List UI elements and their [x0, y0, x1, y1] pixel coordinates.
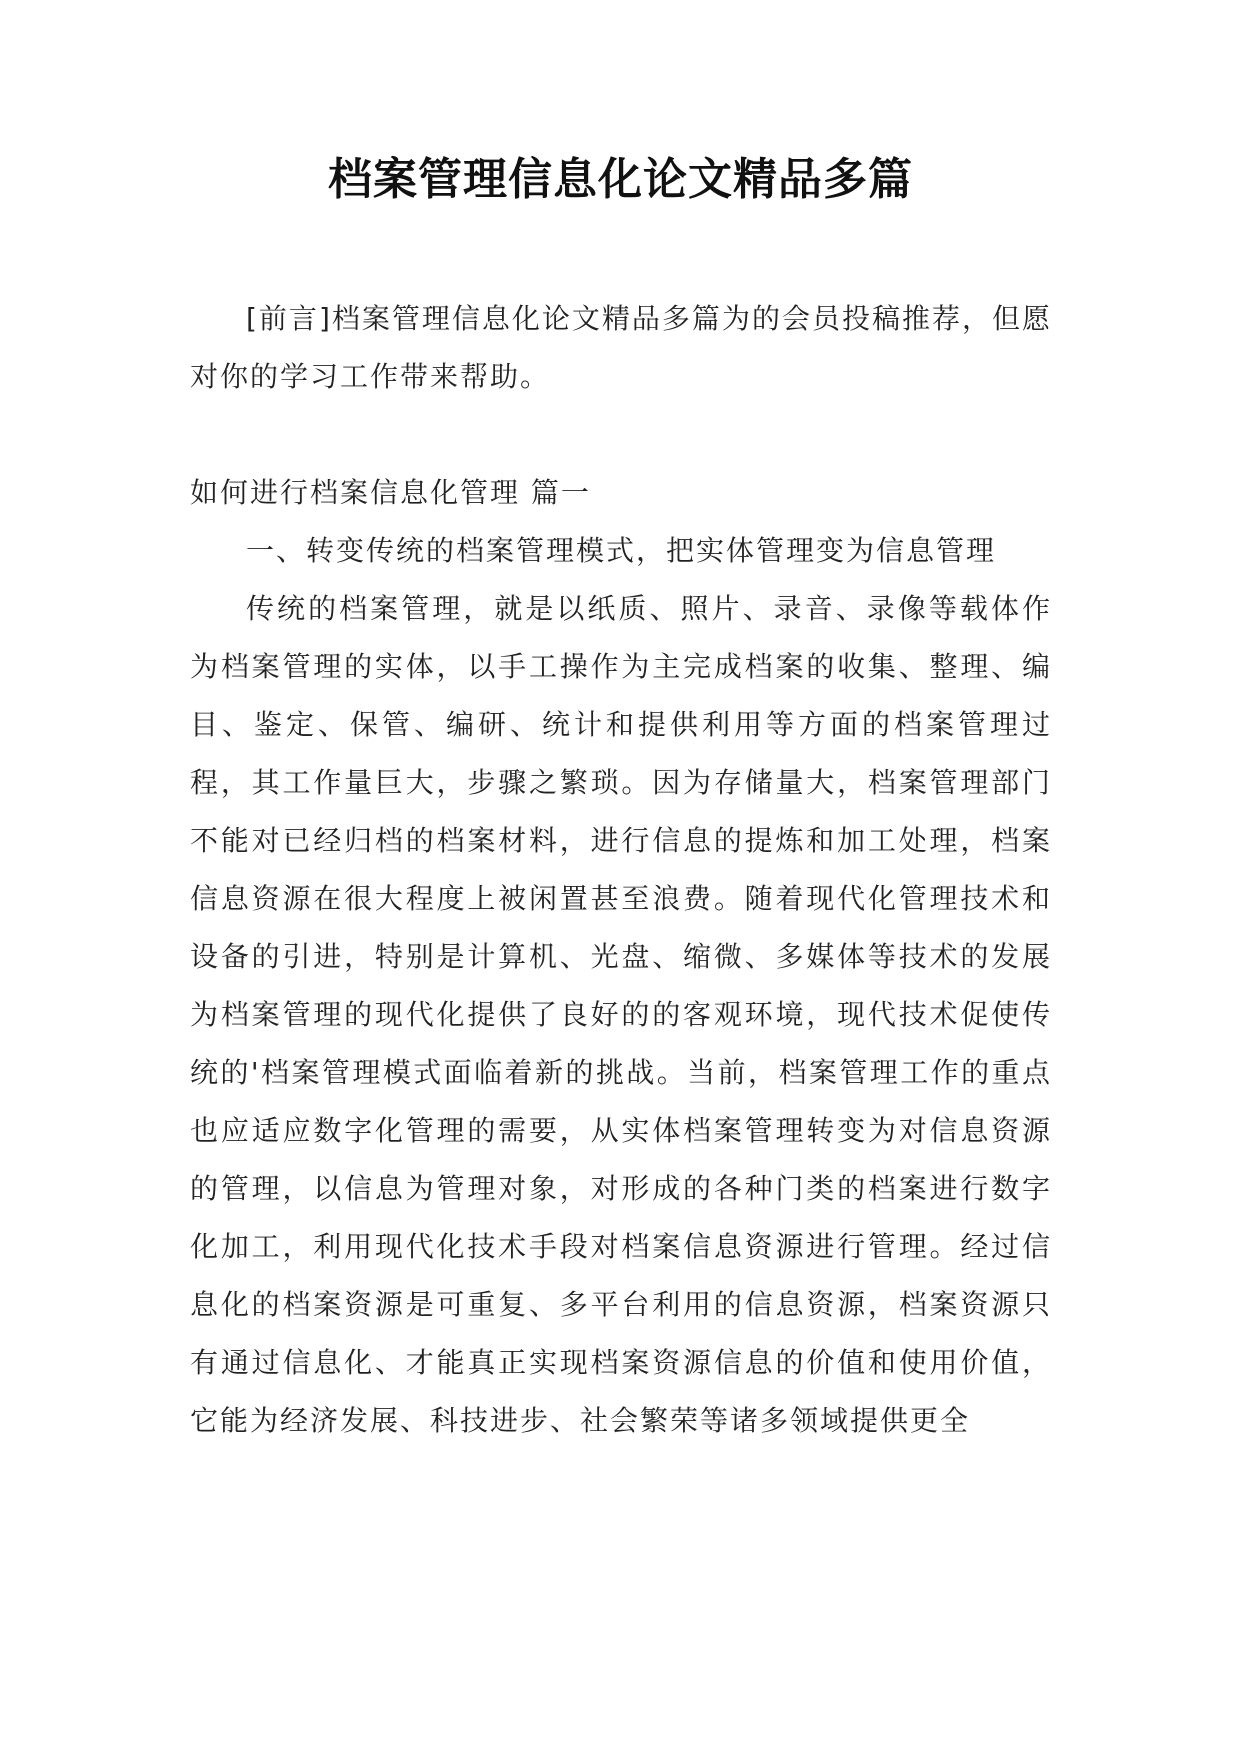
- document-title: 档案管理信息化论文精品多篇: [328, 154, 913, 205]
- subheading-paragraph: 一、转变传统的档案管理模式，把实体管理变为信息管理: [246, 534, 997, 567]
- document-body: [190, 290, 1052, 1450]
- section-heading: 如何进行档案信息化管理 篇一: [190, 476, 591, 509]
- body-paragraph: 传统的档案管理，就是以纸质、照片、录音、录像等载体作为档案管理的实体，以手工操作为主完成档案的收集、整理、编目、鉴定、保管、编研、统计和提供利用等方面的档案管理过程，其工作量巨大，步骤之繁琐。因为存储量大，档案管理部门不能对已经归档的档案材料，进行信息的提炼和加工处理，档案信息资源在很大程度上被闲置甚至浪费。随着现代化管理技术和设备的引进，特别是计算机、光盘、缩微、多媒体等技术的发展为档案管理的现代化提供了良好的的客观环境，现代技术促使传统的'档案管理模式面临着新的挑战。当前，档案管理工作的重点也应适应数字化管理的需要，从实体档案管理转变为对信息资源的管理，以信息为管理对象，对形成的各种门类的档案进行数字化加工，利用现代化技术手段对档案信息资源进行管理。经过信息化的档案资源是可重复、多平台利用的信息资源，档案资源只有通过信息化、才能真正实现档案资源信息的价值和使用价值，它能为经济发展、科技进步、社会繁荣等诸多领域提供更全: [190, 592, 1052, 1437]
- preface-paragraph: [前言]档案管理信息化论文精品多篇为的会员投稿推荐，但愿对你的学习工作带来帮助。: [190, 302, 1052, 393]
